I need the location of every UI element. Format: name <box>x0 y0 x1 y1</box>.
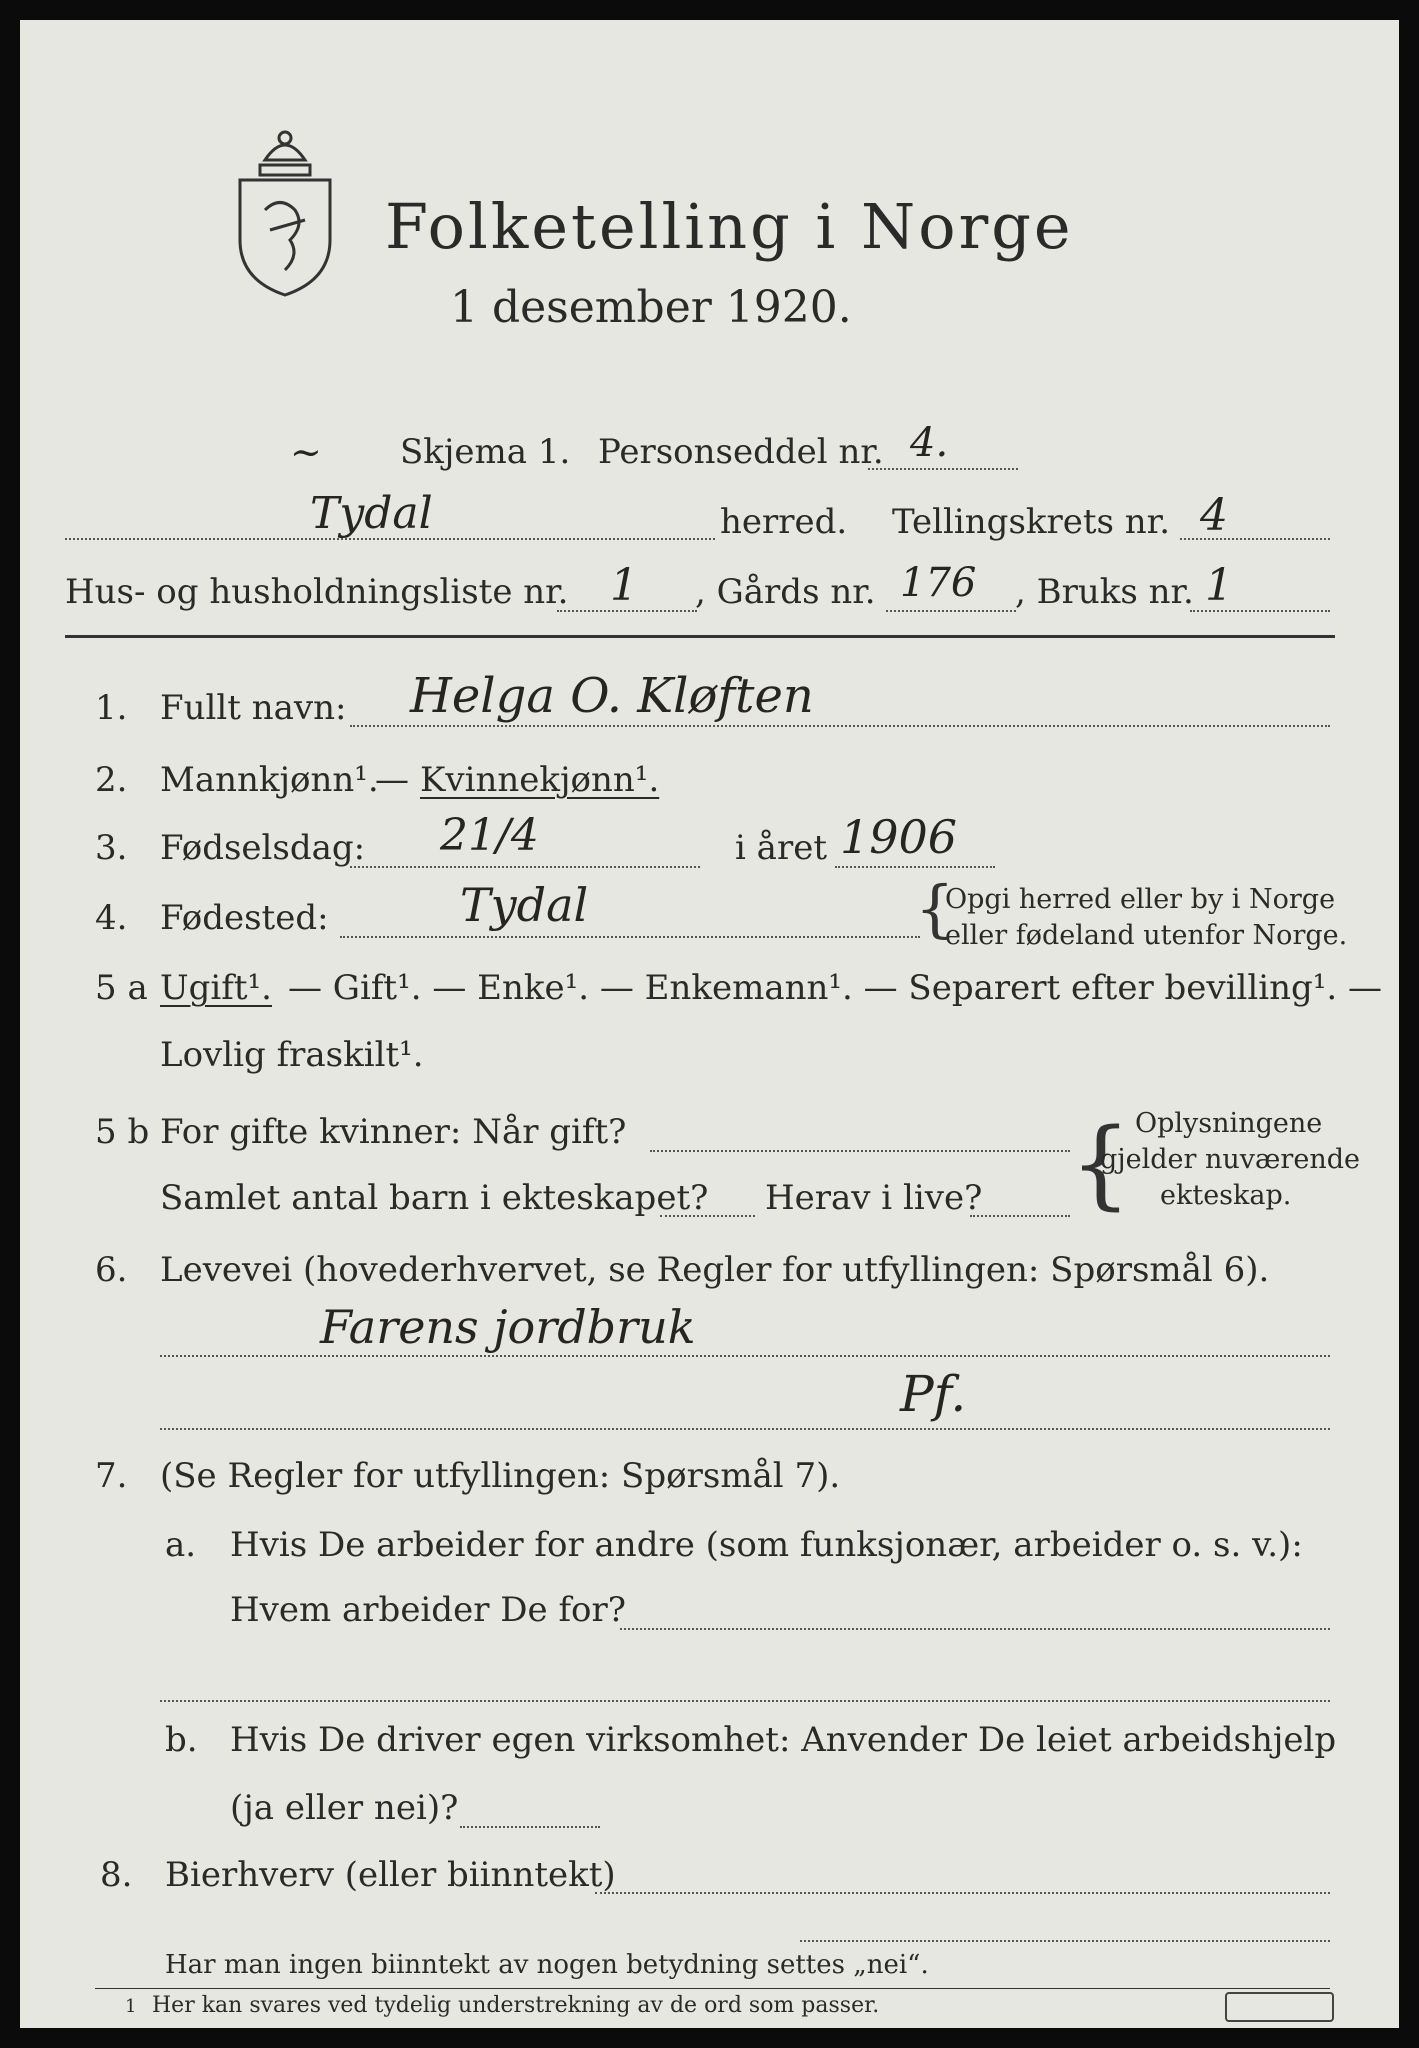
q4-line <box>340 936 920 938</box>
q5b-note1: Oplysningene <box>1135 1108 1323 1139</box>
q7b-line2: (ja eller nei)? <box>230 1788 459 1828</box>
form-title: Folketelling i Norge <box>385 190 1074 263</box>
personseddel-value[interactable]: 4. <box>910 420 949 466</box>
q3-line <box>350 866 700 868</box>
q4-brace: { <box>915 872 955 945</box>
skjema-label: Skjema 1. <box>400 432 571 472</box>
q7a-letter: a. <box>165 1525 197 1565</box>
q5b-label1: For gifte kvinner: Når gift? <box>160 1112 627 1152</box>
q5b-label2: Samlet antal barn i ekteskapet? <box>160 1178 709 1218</box>
q1-label: Fullt navn: <box>160 688 347 728</box>
q6-mark: Pf. <box>900 1365 967 1423</box>
year-label: i året <box>735 828 827 868</box>
q5b-brace: { <box>1070 1108 1132 1220</box>
q3-label: Fødselsdag: <box>160 828 366 868</box>
coat-of-arms-icon <box>225 120 345 300</box>
q6-line1 <box>160 1355 1330 1357</box>
footer-note: Har man ingen biinntekt av nogen betydning settes „nei“. <box>165 1950 929 1980</box>
q4-note2: eller fødeland utenfor Norge. <box>945 920 1348 951</box>
tellingskrets-label: Tellingskrets nr. <box>892 502 1171 542</box>
q8-number: 8. <box>100 1855 133 1895</box>
birth-year-value[interactable]: 1906 <box>840 810 958 864</box>
side-income-line2 <box>800 1940 1330 1942</box>
q7-label: (Se Regler for utfyllingen: Spørsmål 7). <box>160 1456 841 1496</box>
full-name-value[interactable]: Helga O. Kløften <box>410 668 814 724</box>
children-line <box>660 1215 755 1217</box>
employer-line2 <box>160 1700 1330 1702</box>
q5b-note2: gjelder nuværende <box>1100 1144 1360 1175</box>
q6-number: 6. <box>95 1250 128 1290</box>
gender-sep: — <box>375 760 409 800</box>
q7b-letter: b. <box>165 1720 198 1760</box>
q8-label: Bierhverv (eller biinntekt) <box>165 1855 616 1895</box>
herred-value[interactable]: Tydal <box>310 488 433 539</box>
q2-number: 2. <box>95 760 128 800</box>
census-form-page <box>20 20 1399 2028</box>
q7b-line1: Hvis De driver egen virksomhet: Anvender De leiet arbeidshjelp <box>230 1720 1337 1760</box>
tellingskrets-value[interactable]: 4 <box>1200 490 1228 541</box>
alive-line <box>970 1215 1070 1217</box>
skjema-scribble: ~ <box>290 430 322 474</box>
employer-line <box>620 1628 1330 1630</box>
personseddel-label: Personseddel nr. <box>598 432 884 472</box>
hired-help-line <box>460 1826 600 1828</box>
q5a-number: 5 a <box>95 968 148 1008</box>
side-income-line <box>595 1892 1330 1894</box>
q5b-number: 5 b <box>95 1112 150 1152</box>
married-when-line <box>650 1150 1070 1152</box>
q6-label: Levevei (hovederhvervet, se Regler for utfyllingen: Spørsmål 6). <box>160 1250 1270 1290</box>
status-line2[interactable]: Lovlig fraskilt¹. <box>160 1035 424 1075</box>
bruks-value[interactable]: 1 <box>1205 560 1233 611</box>
gards-label: , Gårds nr. <box>695 572 876 612</box>
gender-male[interactable]: Mannkjønn¹. <box>160 760 379 800</box>
gender-female[interactable]: Kvinnekjønn¹. <box>420 760 660 800</box>
herred-label: herred. <box>720 502 848 542</box>
year-line <box>835 866 995 868</box>
form-date: 1 desember 1920. <box>450 282 852 333</box>
q6-line2 <box>160 1428 1330 1430</box>
q4-note1: Opgi herred eller by i Norge <box>945 884 1336 915</box>
q1-line <box>350 725 1330 727</box>
q7-number: 7. <box>95 1456 128 1496</box>
footnote-number: 1 <box>125 1996 137 2017</box>
q5b-note3: ekteskap. <box>1160 1180 1292 1211</box>
hus-label: Hus- og husholdningsliste nr. <box>65 572 569 612</box>
gards-line <box>886 610 1016 612</box>
hus-value[interactable]: 1 <box>610 560 638 611</box>
q4-number: 4. <box>95 898 128 938</box>
footnote-text: Her kan svares ved tydelig understrekning av de ord som passer. <box>152 1993 880 2018</box>
header-divider <box>65 635 1335 638</box>
q3-number: 3. <box>95 828 128 868</box>
birthday-value[interactable]: 21/4 <box>440 810 539 861</box>
personseddel-line <box>868 468 1018 470</box>
bruks-label: , Bruks nr. <box>1015 572 1194 612</box>
printer-stamp-icon <box>1225 1992 1334 2022</box>
q4-label: Fødested: <box>160 898 329 938</box>
status-options[interactable]: — Gift¹. — Enke¹. — Enkemann¹. — Separert efter bevilling¹. — <box>288 968 1383 1008</box>
q7a-line1: Hvis De arbeider for andre (som funksjonær, arbeider o. s. v.): <box>230 1525 1303 1565</box>
q1-number: 1. <box>95 688 128 728</box>
status-ugift[interactable]: Ugift¹. <box>160 968 272 1008</box>
footer-divider <box>95 1988 1330 1989</box>
q7a-line2: Hvem arbeider De for? <box>230 1590 626 1630</box>
gards-value[interactable]: 176 <box>900 560 977 606</box>
q5b-label3: Herav i live? <box>765 1178 983 1218</box>
birthplace-value[interactable]: Tydal <box>460 878 589 932</box>
occupation-value[interactable]: Farens jordbruk <box>320 1300 696 1354</box>
